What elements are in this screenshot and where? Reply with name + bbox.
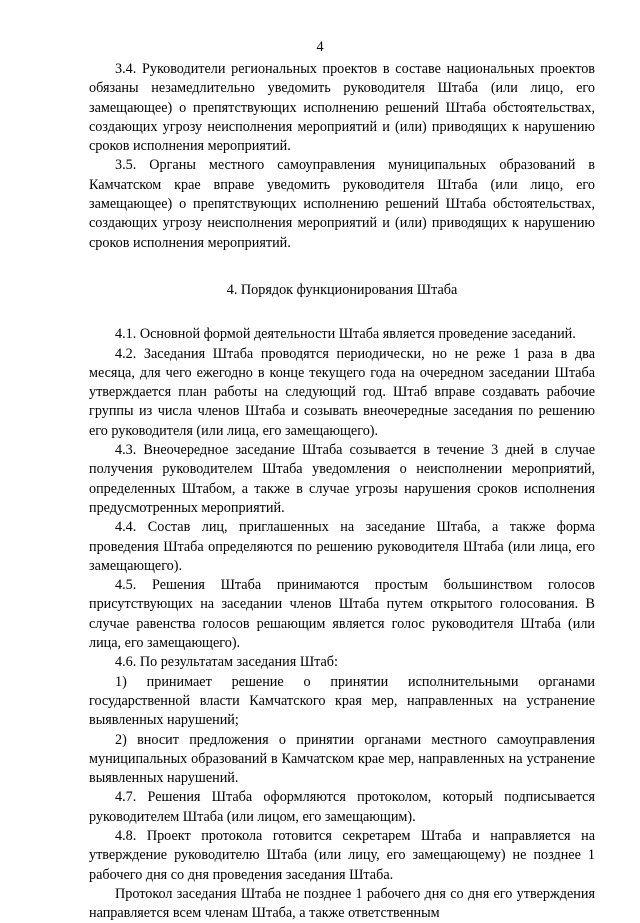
paragraph-4-6: 4.6. По результатам заседания Штаб: xyxy=(115,654,338,671)
list-item-1: 1) принимает решение о принятии исполнительными органами государственной власти Камчатского края мер, направленных на устранение выявленных нарушений; xyxy=(89,673,595,729)
paragraph-4-4: 4.4. Состав лиц, приглашенных на заседание Штаба, а также форма проведения Штаба определяются по решению руководителя Штаба (или лица, его замещающего). xyxy=(89,519,595,574)
paragraph-4-1: 4.1. Основной формой деятельности Штаба является проведение заседаний. xyxy=(115,326,576,343)
paragraph-4-8: 4.8. Проект протокола готовится секретарем Штаба и направляется на утверждение руководителю Штаба (или лицу, его замещающему) не позднее 1 рабочего дня со дня проведения заседания Штаба. xyxy=(89,827,595,883)
section-heading: 4. Порядок функционирования Штаба xyxy=(226,281,458,298)
paragraph-4-2: 4.2. Заседания Штаба проводятся периодически, но не реже 1 раза в два месяца, для чего ежегодно в конце текущего года на очередном заседании Штаба утверждается план работы на следующий год. Штаб вправе создавать рабочие группы из числа членов Штаба и созывать внеочередные заседания по решению его руководителя (или лица, его замещающего). xyxy=(89,345,595,439)
list-item-2: 2) вносит предложения о принятии органами местного самоуправления муниципальных образований в Камчатском крае мер, направленных на устранение выявленных нарушений. xyxy=(89,731,595,787)
paragraph-3-4: 3.4. Руководители региональных проектов в составе национальных проектов обязаны незамедлительно уведомить руководителя Штаба (или лицо, его замещающее) о препятствующих исполнению решений Штаба обстоятельствах, создающих угрозу неисполнения мероприятий и (или) приводящих к нарушению сроков исполнения мероприятий. xyxy=(89,61,595,155)
paragraph-4-3: 4.3. Внеочередное заседание Штаба созывается в течение 3 дней в случае получения руководителем Штаба уведомления о неисполнении мероприятий, определенных Штабом, а также в случае угрозы нарушения сроков исполнения предусмотренных мероприятий. xyxy=(89,442,595,516)
paragraph-4-7: 4.7. Решения Штаба оформляются протоколом, который подписывается руководителем Штаба (или лицом, его замещающим). xyxy=(89,789,595,825)
page-number: 4 xyxy=(316,39,324,55)
paragraph-3-5: 3.5. Органы местного самоуправления муниципальных образований в Камчатском крае вправе уведомить руководителя Штаба (или лицо, его замещающее) о препятствующих исполнению решений Штаба обстоятельствах, создающих угрозу неисполнения мероприятий и (или) приводящих к нарушению сроков исполнения мероприятий. xyxy=(89,157,595,251)
paragraph-protocol: Протокол заседания Штаба не позднее 1 рабочего дня со дня его утверждения направляется всем членам Штаба, а также ответственным xyxy=(89,885,595,922)
paragraph-4-5: 4.5. Решения Штаба принимаются простым большинством голосов присутствующих на заседании членов Штаба путем открытого голосования. В случае равенства голосов решающим является голос руководителя Штаба (или лица, его замещающего). xyxy=(89,577,595,652)
document-body xyxy=(89,60,595,923)
